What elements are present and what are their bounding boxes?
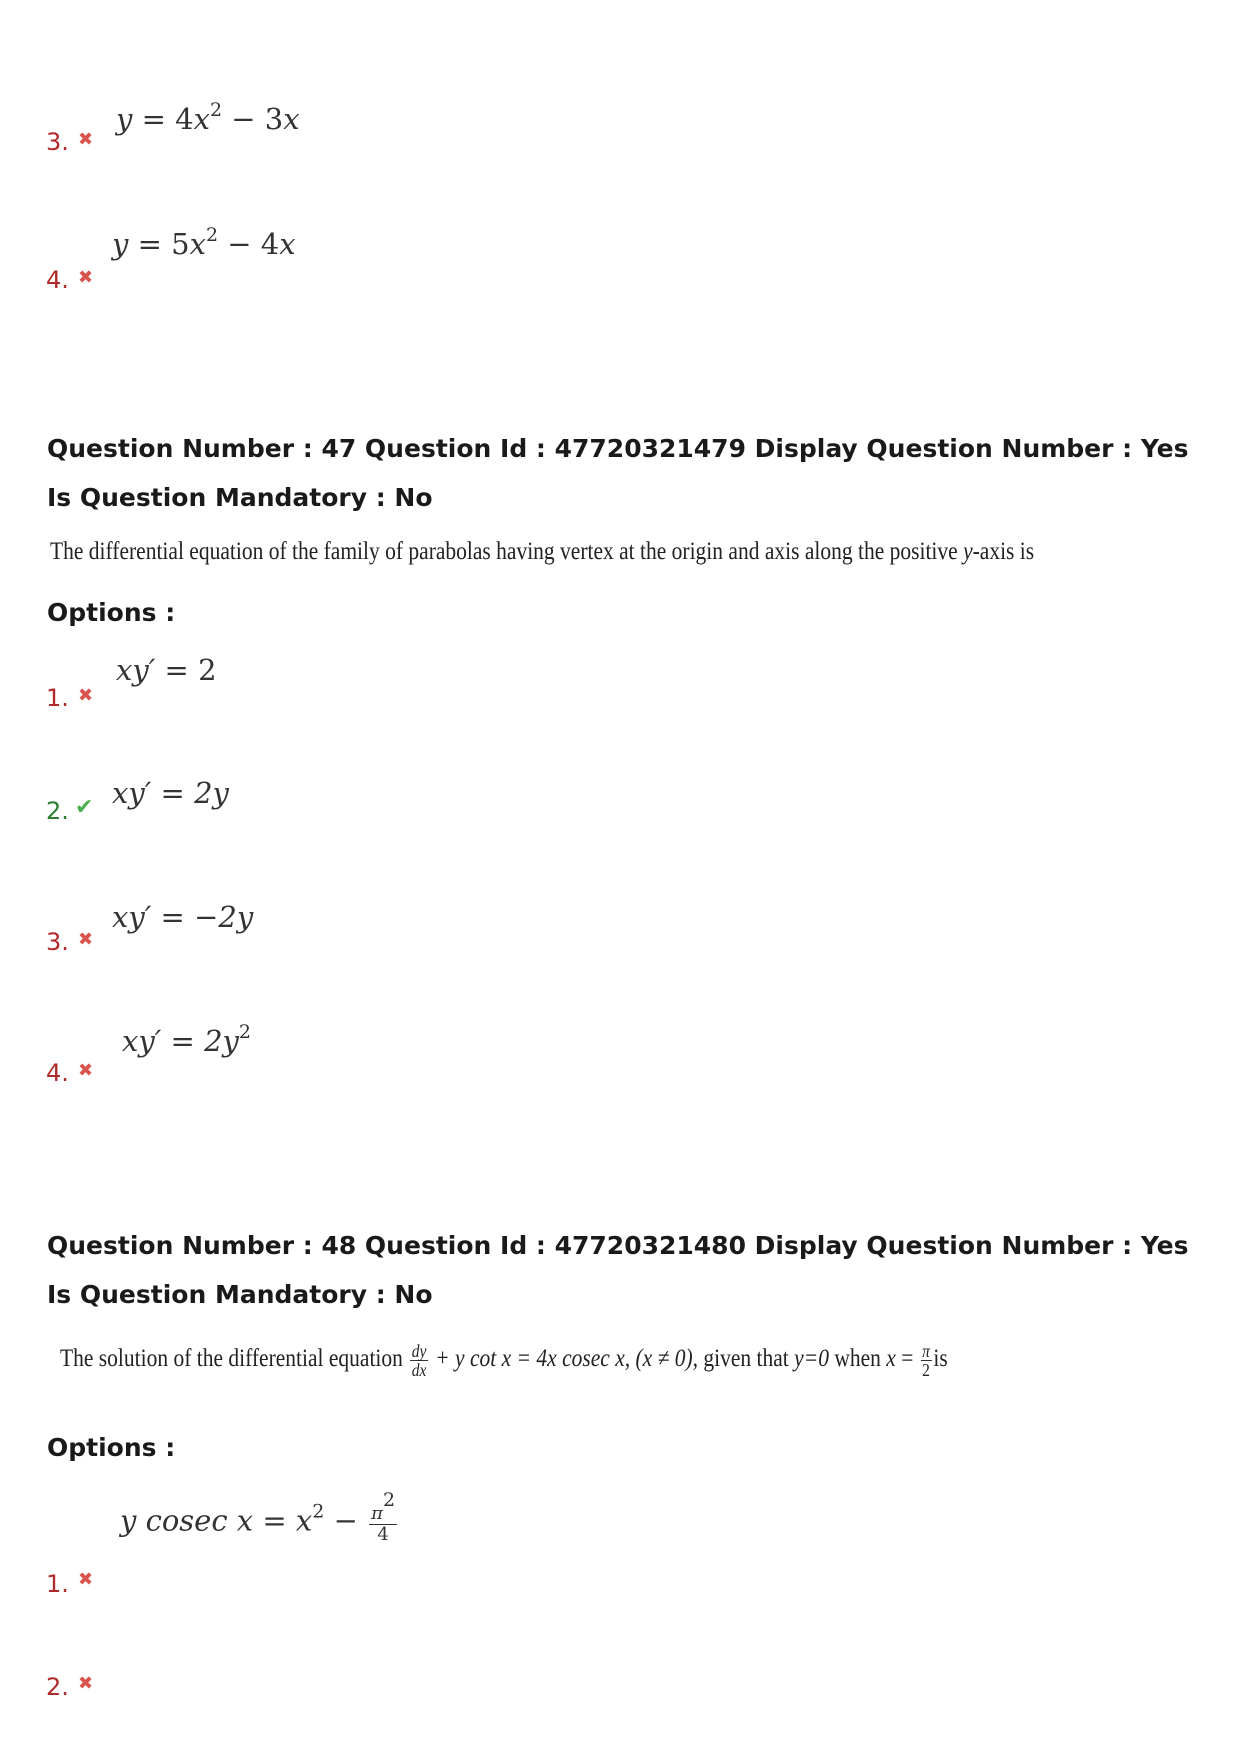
fraction-denominator: 2 bbox=[922, 1360, 930, 1380]
option-equation bbox=[112, 776, 229, 810]
question-text-part: + y cot x = 4x cosec x, (x ≠ 0), bbox=[429, 1345, 699, 1373]
eq-term: y cosec x bbox=[120, 1503, 254, 1538]
eq-term: 2y bbox=[204, 1024, 239, 1058]
check-mark-icon: ✔ bbox=[75, 795, 94, 820]
option-equation bbox=[112, 900, 253, 934]
question-text-part: x bbox=[886, 1345, 896, 1373]
options-label: Options : bbox=[47, 1433, 176, 1462]
eq-term: 2 bbox=[382, 1489, 396, 1511]
eq-term: x bbox=[295, 1503, 313, 1538]
eq-term: 5 bbox=[171, 227, 190, 261]
eq-term: 2 bbox=[238, 1021, 252, 1043]
question-text-part: The solution of the differential equation bbox=[60, 1345, 409, 1373]
eq-term: = bbox=[164, 653, 189, 687]
question-text bbox=[50, 536, 1034, 568]
eq-term: −2y bbox=[194, 900, 254, 934]
option-number: 2. bbox=[46, 1673, 69, 1701]
eq-term: = bbox=[141, 102, 166, 136]
eq-term: x bbox=[283, 102, 300, 136]
eq-term: = bbox=[170, 1024, 195, 1058]
question-text-part: is bbox=[933, 1345, 948, 1373]
question-text-part: when bbox=[828, 1345, 887, 1373]
eq-term: 2y bbox=[194, 776, 229, 810]
pi-fraction bbox=[920, 1342, 931, 1379]
eq-term: y bbox=[116, 102, 133, 136]
eq-term: x bbox=[279, 227, 296, 261]
eq-term: x bbox=[193, 102, 210, 136]
option-number: 1. bbox=[46, 1570, 69, 1598]
eq-term: = bbox=[262, 1503, 287, 1538]
eq-term: 2 bbox=[205, 224, 219, 246]
eq-term: − bbox=[333, 1503, 358, 1538]
option-equation bbox=[112, 224, 296, 261]
eq-term: 4 bbox=[260, 227, 280, 261]
option-equation bbox=[116, 99, 300, 136]
pi-squared-fraction bbox=[369, 1489, 397, 1545]
fraction-numerator: dy bbox=[411, 1341, 427, 1361]
question-text-part: -axis is bbox=[972, 538, 1035, 565]
eq-term: = bbox=[160, 900, 185, 934]
option-number: 2. bbox=[46, 797, 69, 825]
option-number: 3. bbox=[46, 928, 69, 956]
option-number: 4. bbox=[46, 266, 69, 294]
question-text-part: The differential equation of the family of parabolas having vertex at the origin and axis along the positive bbox=[50, 538, 964, 565]
fraction-numerator: π bbox=[371, 1503, 383, 1524]
question-header: Question Number : 48 Question Id : 47720321480 Display Question Number : Yes Is Question Mandatory : No bbox=[47, 1231, 1189, 1309]
options-label: Options : bbox=[47, 598, 176, 627]
eq-term: xy′ bbox=[122, 1024, 162, 1058]
wrong-mark-icon: ✖ bbox=[78, 1060, 94, 1081]
eq-term: 4 bbox=[175, 102, 194, 136]
eq-term: xy′ bbox=[112, 900, 152, 934]
question-text-part: = bbox=[895, 1345, 919, 1373]
eq-term: x bbox=[189, 227, 206, 261]
fraction-denominator: dx bbox=[411, 1360, 427, 1380]
eq-term: 2 bbox=[209, 99, 223, 121]
wrong-mark-icon: ✖ bbox=[78, 1673, 94, 1694]
option-equation bbox=[122, 1021, 252, 1058]
wrong-mark-icon: ✖ bbox=[78, 685, 94, 706]
wrong-mark-icon: ✖ bbox=[78, 129, 94, 150]
question-text-part: given that bbox=[698, 1345, 795, 1373]
eq-term: xy′ bbox=[116, 653, 156, 687]
derivative-fraction bbox=[410, 1342, 428, 1379]
eq-term: 2 bbox=[312, 1500, 325, 1523]
question-text bbox=[60, 1342, 948, 1379]
wrong-mark-icon: ✖ bbox=[78, 1569, 94, 1590]
question-text-part: y=0 bbox=[794, 1345, 829, 1373]
eq-term: y bbox=[112, 227, 129, 261]
option-equation bbox=[116, 653, 217, 687]
eq-term: = bbox=[137, 227, 162, 261]
option-number: 3. bbox=[46, 128, 69, 156]
eq-term: − bbox=[227, 227, 252, 261]
eq-term: xy′ bbox=[112, 776, 152, 810]
wrong-mark-icon: ✖ bbox=[78, 929, 94, 950]
option-equation bbox=[120, 1489, 399, 1545]
eq-term: 3 bbox=[264, 102, 284, 136]
option-number: 4. bbox=[46, 1059, 69, 1087]
fraction-numerator: π bbox=[922, 1341, 930, 1361]
eq-term: = bbox=[160, 776, 185, 810]
question-text-part: y bbox=[963, 538, 973, 565]
eq-term: − bbox=[231, 102, 256, 136]
wrong-mark-icon: ✖ bbox=[78, 267, 94, 288]
question-header: Question Number : 47 Question Id : 47720321479 Display Question Number : Yes Is Question Mandatory : No bbox=[47, 434, 1189, 512]
eq-term: 2 bbox=[198, 653, 217, 687]
option-number: 1. bbox=[46, 684, 69, 712]
fraction-denominator: 4 bbox=[377, 1524, 389, 1545]
